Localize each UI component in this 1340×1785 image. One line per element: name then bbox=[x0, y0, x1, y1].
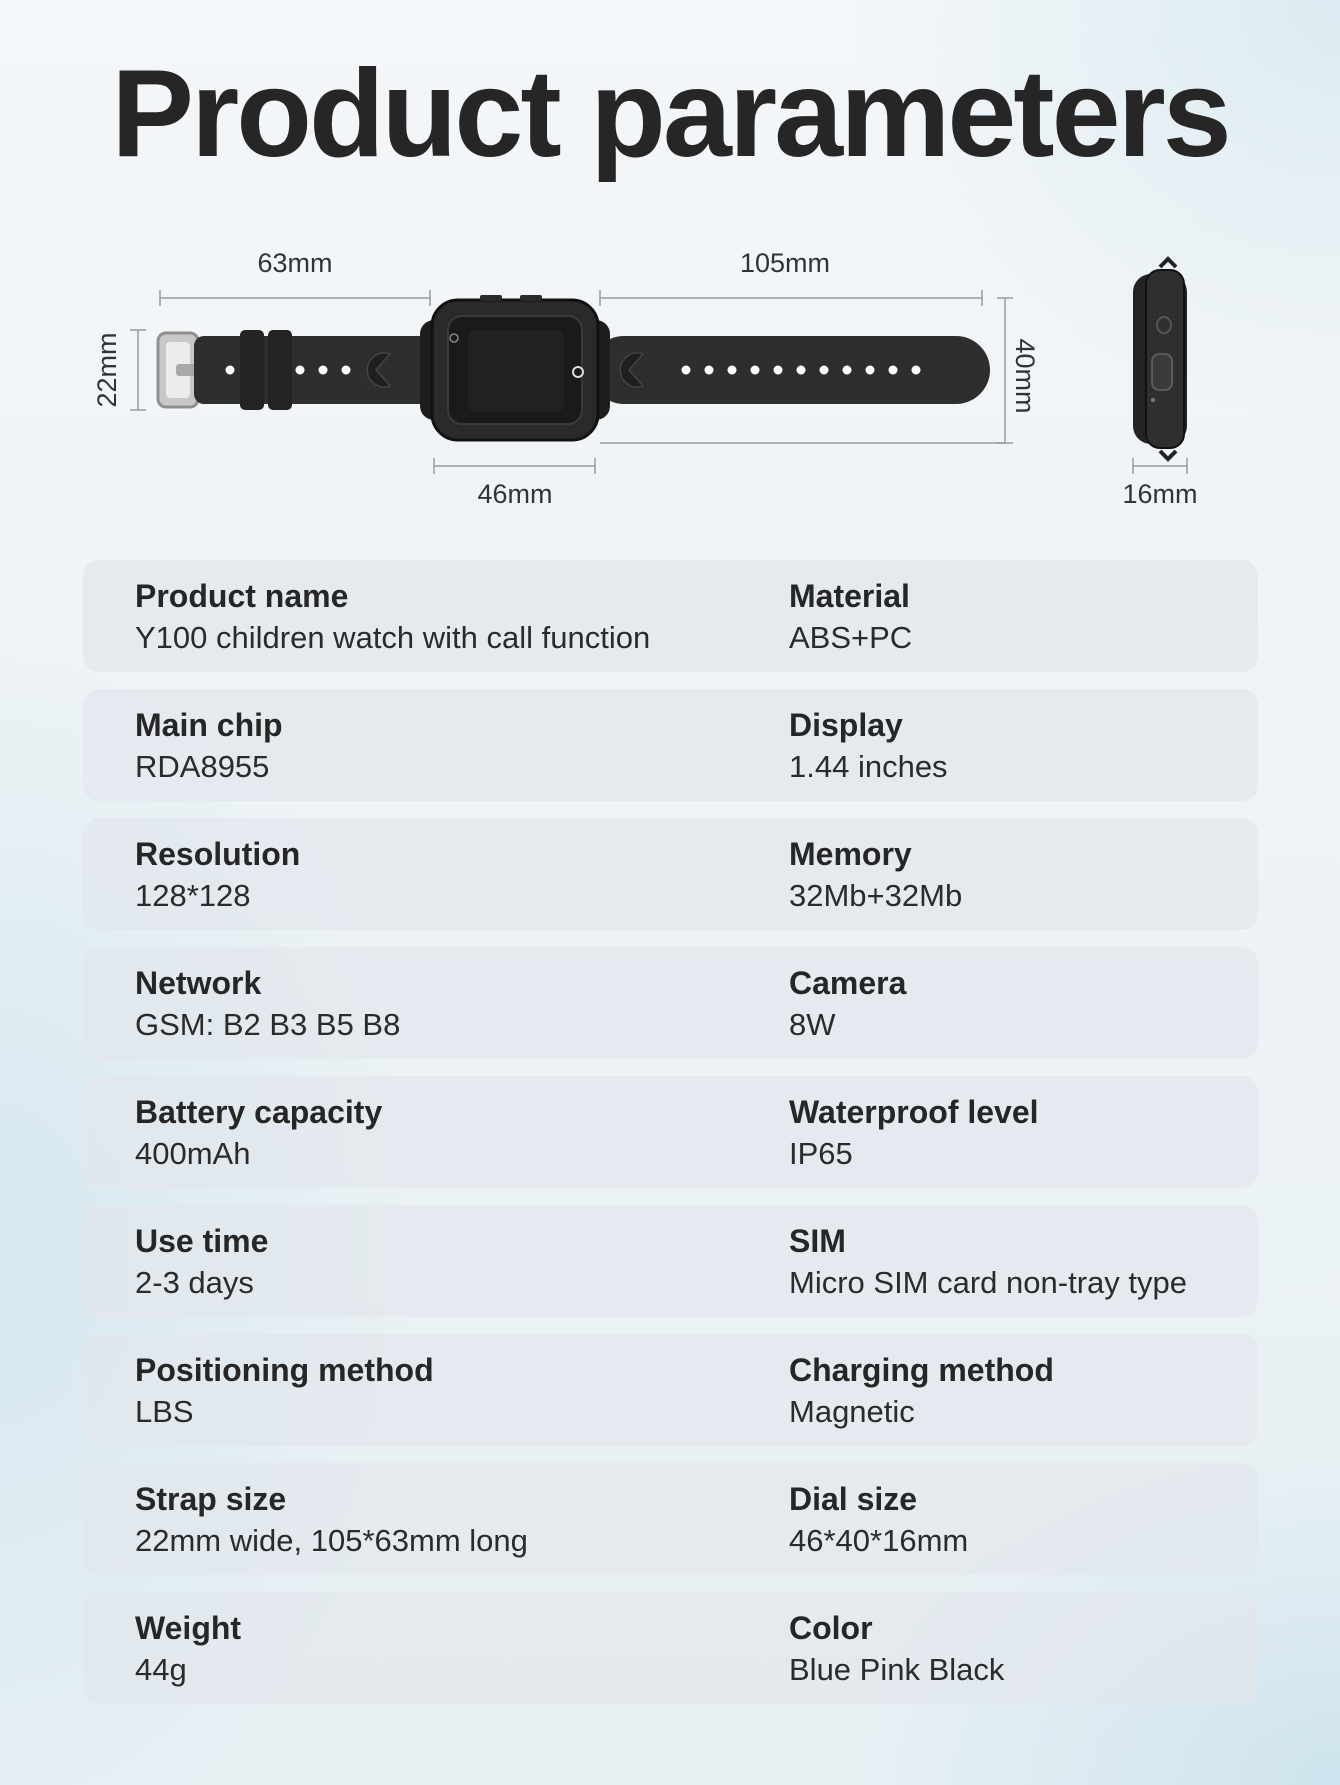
spec-value: Micro SIM card non-tray type bbox=[789, 1264, 1187, 1300]
spec-label: Color bbox=[789, 1610, 873, 1646]
spec-cell bbox=[135, 576, 650, 658]
spec-label: Product name bbox=[135, 578, 349, 614]
dial-width-label: 46mm bbox=[477, 479, 553, 509]
spec-label: Use time bbox=[135, 1223, 269, 1259]
spec-cell bbox=[789, 1092, 1039, 1174]
spec-label: Material bbox=[789, 578, 910, 614]
short-strap-graphic bbox=[194, 330, 444, 410]
spec-value: 46*40*16mm bbox=[789, 1522, 969, 1558]
spec-label: Charging method bbox=[789, 1352, 1054, 1388]
spec-row bbox=[83, 818, 1258, 930]
spec-cell bbox=[135, 1092, 382, 1174]
spec-value: LBS bbox=[135, 1393, 194, 1429]
spec-cell bbox=[135, 834, 300, 916]
spec-value: Magnetic bbox=[789, 1393, 915, 1429]
spec-cell bbox=[789, 1350, 1054, 1432]
spec-label: Network bbox=[135, 965, 262, 1001]
spec-label: Waterproof level bbox=[789, 1094, 1039, 1130]
spec-label: SIM bbox=[789, 1223, 846, 1259]
spec-cell bbox=[135, 705, 283, 787]
spec-value: Y100 children watch with call function bbox=[135, 619, 651, 655]
page-title: Product parameters bbox=[111, 45, 1229, 183]
spec-label: Weight bbox=[135, 1610, 242, 1646]
spec-label: Dial size bbox=[789, 1481, 918, 1517]
dial-height-label: 40mm bbox=[1010, 338, 1040, 414]
spec-label: Camera bbox=[789, 965, 907, 1001]
spec-cell bbox=[135, 963, 400, 1045]
buckle-graphic bbox=[158, 333, 198, 407]
spec-cell bbox=[789, 705, 948, 787]
spec-value: RDA8955 bbox=[135, 748, 270, 784]
spec-label: Strap size bbox=[135, 1481, 287, 1517]
spec-value: 44g bbox=[135, 1651, 187, 1687]
spec-label: Battery capacity bbox=[135, 1094, 383, 1130]
strap-width-label: 22mm bbox=[92, 332, 122, 408]
spec-value: 22mm wide, 105*63mm long bbox=[135, 1522, 528, 1558]
spec-label: Resolution bbox=[135, 836, 301, 872]
spec-row bbox=[83, 1463, 1258, 1575]
spec-row bbox=[83, 1334, 1258, 1446]
spec-value: 400mAh bbox=[135, 1135, 251, 1171]
spec-value: 32Mb+32Mb bbox=[789, 877, 963, 913]
spec-cell bbox=[789, 1608, 1004, 1690]
watch-side-graphic bbox=[1133, 259, 1187, 459]
strap-long-length-label: 105mm bbox=[739, 248, 831, 278]
spec-cell bbox=[789, 576, 912, 658]
spec-cell bbox=[789, 963, 906, 1045]
watch-dimension-diagram bbox=[0, 230, 1340, 520]
spec-row bbox=[83, 1076, 1258, 1188]
spec-label: Display bbox=[789, 707, 903, 743]
strap-short-length-label: 63mm bbox=[257, 248, 333, 278]
spec-row bbox=[83, 947, 1258, 1059]
spec-row bbox=[83, 689, 1258, 801]
spec-value: 2-3 days bbox=[135, 1264, 254, 1300]
long-strap-graphic bbox=[590, 336, 990, 404]
spec-label: Positioning method bbox=[135, 1352, 434, 1388]
spec-value: 1.44 inches bbox=[789, 748, 948, 784]
spec-cell bbox=[789, 1221, 1187, 1303]
spec-value: 8W bbox=[789, 1006, 836, 1042]
spec-cell bbox=[135, 1608, 241, 1690]
spec-row bbox=[83, 1205, 1258, 1317]
spec-value: Blue Pink Black bbox=[789, 1651, 1005, 1687]
spec-value: IP65 bbox=[789, 1135, 853, 1171]
spec-table bbox=[83, 560, 1258, 1721]
spec-row bbox=[83, 1592, 1258, 1704]
spec-value: 128*128 bbox=[135, 877, 251, 913]
spec-label: Main chip bbox=[135, 707, 283, 743]
spec-value: GSM: B2 B3 B5 B8 bbox=[135, 1006, 401, 1042]
spec-cell bbox=[135, 1221, 268, 1303]
spec-cell bbox=[789, 834, 962, 916]
watch-face-graphic bbox=[420, 295, 610, 440]
spec-cell bbox=[789, 1479, 968, 1561]
dial-thickness-label: 16mm bbox=[1122, 479, 1198, 509]
spec-value: ABS+PC bbox=[789, 619, 913, 655]
spec-label: Memory bbox=[789, 836, 912, 872]
spec-cell bbox=[135, 1479, 528, 1561]
spec-row bbox=[83, 560, 1258, 672]
spec-cell bbox=[135, 1350, 434, 1432]
